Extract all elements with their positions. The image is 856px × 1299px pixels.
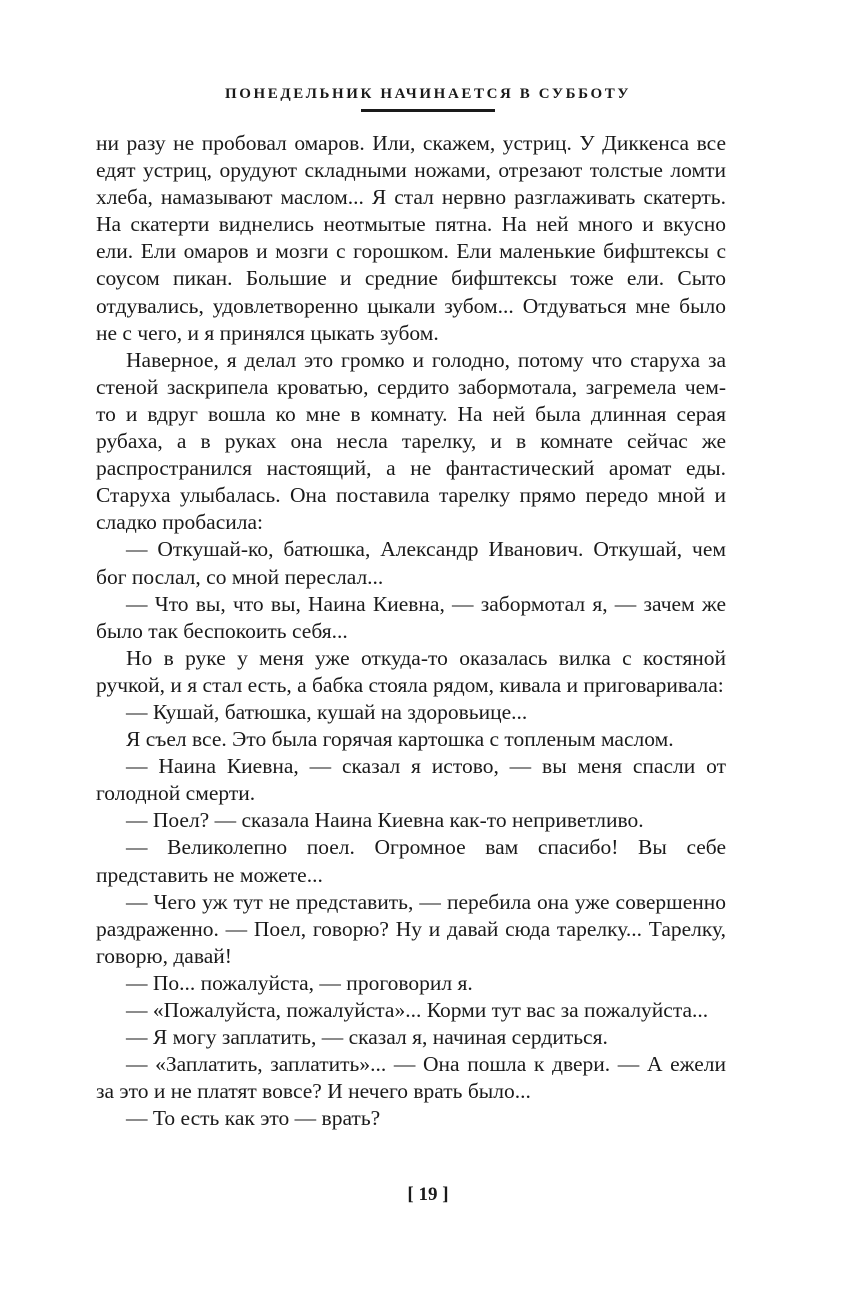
paragraph: Но в руке у меня уже откуда-то оказалась вилка с костяной ручкой, и я стал есть, а бабка стояла рядом, кивала и приговаривала: bbox=[96, 645, 726, 697]
paragraph: — То есть как это — врать? bbox=[126, 1106, 381, 1131]
paragraph: Наверное, я делал это громко и голодно, потому что старуха за стеной заскрипела кроватью, сердито забормотала, загремела чем-то и вдруг вошла ко мне в комнату. На ней была длинная серая рубаха, а в руках она несла тарелку, и в комнате сейчас же распространился настоящий, а не фантастический аромат еды. Старуха улыбалась. Она поставила тарелку прямо передо мной и сладко пробасила: bbox=[96, 347, 726, 535]
paragraph: — Великолепно поел. Огромное вам спасибо! Вы себе представить не можете... bbox=[96, 835, 726, 887]
paragraph: ни разу не пробовал омаров. Или, скажем, устриц. У Диккенса все едят устриц, орудуют складными ножами, отрезают толстые ломти хлеба, намазывают маслом... Я стал нервно разглаживать скатерть. На скатерти виднелись неотмытые пятна. На ней много и вкусно ели. Ели омаров и мозги с горошком. Ели маленькие бифштексы с соусом пикан. Большие и средние бифштексы тоже ели. Сыто отдувались, удовлетворенно цыкали зубом... Отдуваться мне было не с чего, и я принялся цыкать зубом. bbox=[96, 131, 726, 345]
paragraph: — Наина Киевна, — сказал я истово, — вы меня спасли от голодной смерти. bbox=[96, 754, 726, 806]
paragraph: — Что вы, что вы, Наина Киевна, — забормотал я, — зачем же было так беспокоить себя... bbox=[96, 591, 726, 643]
paragraph: — Кушай, батюшка, кушай на здоровьице... bbox=[126, 699, 528, 724]
paragraph: — Чего уж тут не представить, — перебила она уже совершенно раздраженно. — Поел, говорю? Ну и давай сюда тарелку... Тарелку, говорю, давай! bbox=[96, 889, 726, 968]
paragraph: Я съел все. Это была горячая картошка с топленым маслом. bbox=[126, 727, 674, 752]
page-number: [ 19 ] bbox=[407, 1184, 449, 1205]
paragraph: — Откушай-ко, батюшка, Александр Иванович. Откушай, чем бог послал, со мной переслал... bbox=[96, 537, 726, 589]
header-rule bbox=[361, 109, 495, 112]
paragraph: — «Пожалуйста, пожалуйста»... Корми тут вас за пожалуйста... bbox=[126, 998, 709, 1022]
running-head-title: ПОНЕДЕЛЬНИК НАЧИНАЕТСЯ В СУББОТУ bbox=[224, 86, 632, 102]
paragraph: — Поел? — сказала Наина Киевна как-то неприветливо. bbox=[126, 808, 644, 833]
paragraph: — Я могу заплатить, — сказал я, начиная сердиться. bbox=[126, 1025, 608, 1050]
body-text bbox=[96, 130, 726, 1132]
paragraph: — По... пожалуйста, — проговорил я. bbox=[126, 970, 473, 995]
paragraph: — «Заплатить, заплатить»... — Она пошла к двери. — А ежели за это и не платят вовсе? И нечего врать было... bbox=[96, 1052, 726, 1104]
